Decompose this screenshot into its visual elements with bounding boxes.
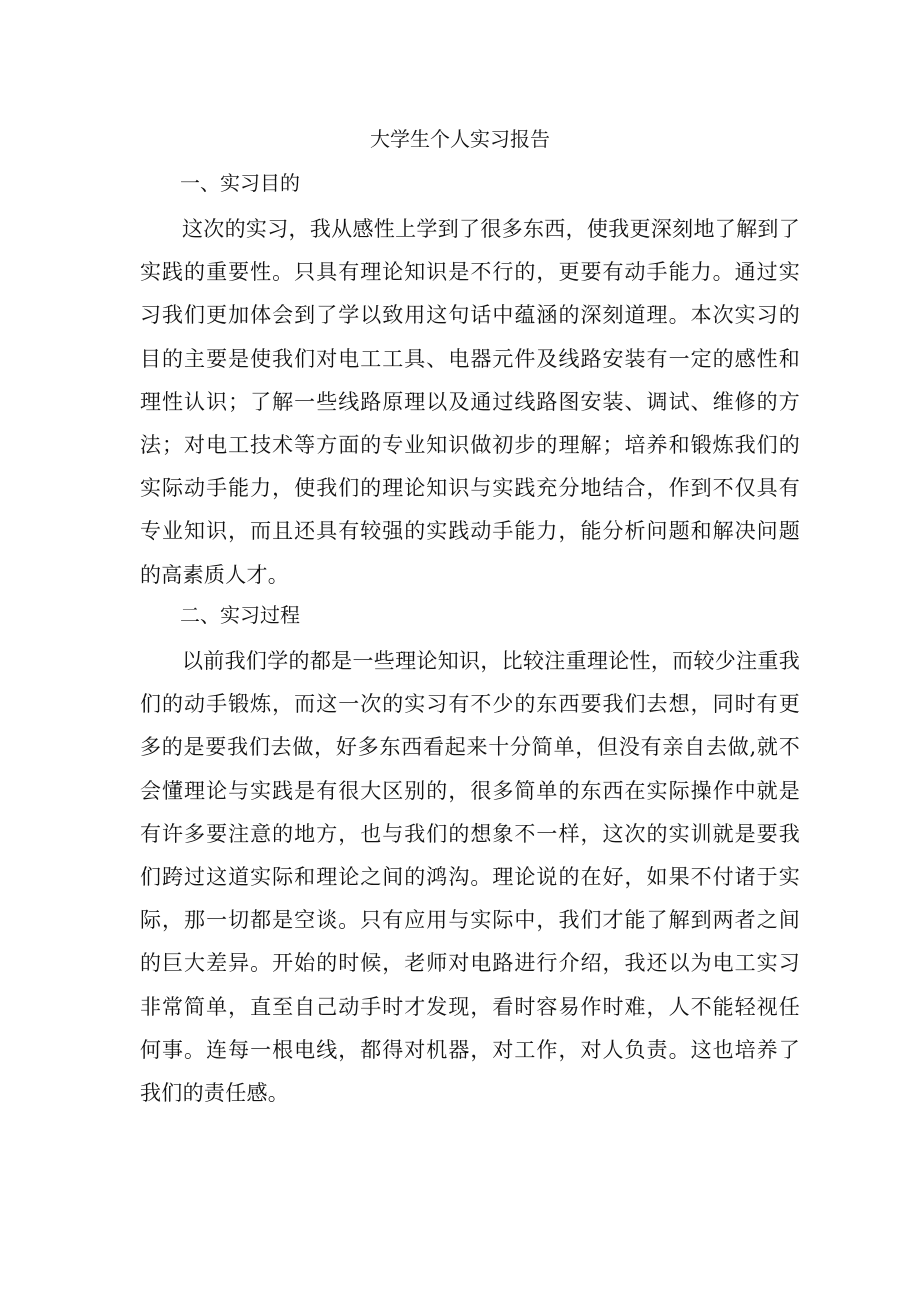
section-paragraph-purpose: 这次的实习，我从感性上学到了很多东西，使我更深刻地了解到了实践的重要性。只具有理论知识是不行的，更要有动手能力。通过实习我们更加体会到了学以致用这句话中蕴涵的深刻道理。本次实习的目的主要是使我们对电工工具、电器元件及线路安装有一定的感性和理性认识；了解一些线路原理以及通过线路图安装、调试、维修的方法；对电工技术等方面的专业知识做初步的理解；培养和锻炼我们的实际动手能力，使我们的理论知识与实践充分地结合，作到不仅具有专业知识，而且还具有较强的实践动手能力，能分析问题和解决问题的高素质人才。: [140, 217, 800, 587]
document-title: 大学生个人实习报告: [370, 127, 550, 151]
section-heading-process: 二、实习过程: [180, 603, 300, 627]
section-paragraph-process: 以前我们学的都是一些理论知识，比较注重理论性，而较少注重我们的动手锻炼，而这一次的实习有不少的东西要我们去想，同时有更多的是要我们去做，好多东西看起来十分简单，但没有亲自去做,就不会懂理论与实践是有很大区别的，很多简单的东西在实际操作中就是有许多要注意的地方，也与我们的想象不一样，这次的实训就是要我们跨过这道实际和理论之间的鸿沟。理论说的在好，如果不付诸于实际，那一切都是空谈。只有应用与实际中，我们才能了解到两者之间的巨大差异。开始的时候，老师对电路进行介绍，我还以为电工实习非常简单，直至自己动手时才发现，看时容易作时难，人不能轻视任何事。连每一根电线，都得对机器，对工作，对人负责。这也培养了我们的责任感。: [140, 649, 800, 1106]
section-heading-purpose: 一、实习目的: [180, 171, 300, 195]
